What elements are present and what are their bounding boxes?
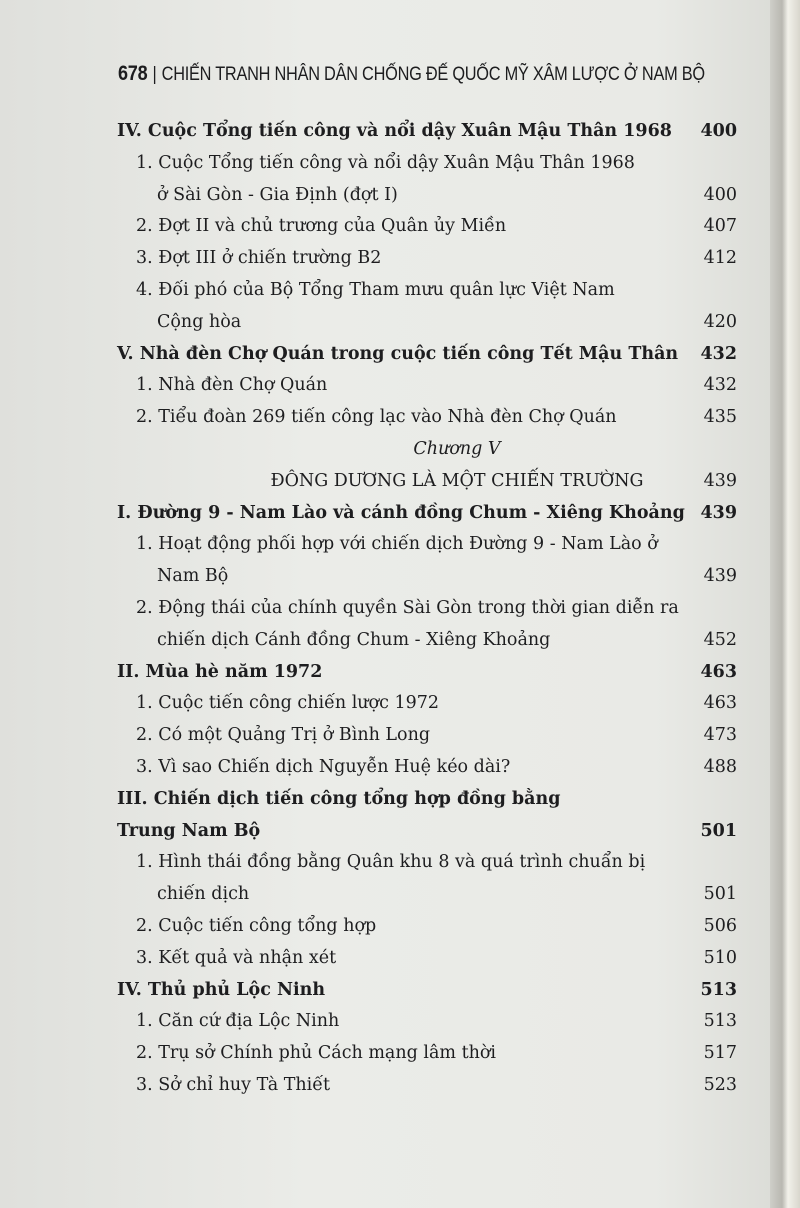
toc-entry-title: ĐÔNG DƯƠNG LÀ MỘT CHIẾN TRƯỜNG xyxy=(270,470,644,491)
toc-entry-title: III. Chiến dịch tiến công tổng hợp đồng bằng xyxy=(117,788,561,809)
toc-page-number: 488 xyxy=(703,756,737,777)
toc-page-number: 439 xyxy=(703,566,737,587)
toc-page-number: 513 xyxy=(703,1011,737,1032)
toc-entry-line xyxy=(117,593,737,625)
toc-entry-line xyxy=(117,943,737,975)
toc-page-number: 432 xyxy=(700,343,737,364)
toc-entry-line xyxy=(117,466,737,498)
toc-entry-title: 3. Sở chỉ huy Tà Thiết xyxy=(136,1074,331,1095)
toc-page-number: 513 xyxy=(700,979,737,1000)
toc-entry-line xyxy=(117,784,737,816)
toc-entry-title: 2. Có một Quảng Trị ở Bình Long xyxy=(136,725,431,746)
toc-page-number: 400 xyxy=(703,184,737,205)
toc-entry-title: 1. Cuộc Tổng tiến công và nổi dậy Xuân Mậu Thân 1968 xyxy=(136,152,635,173)
toc-entry-title: V. Nhà đèn Chợ Quán trong cuộc tiến công Tết Mậu Thân xyxy=(117,343,679,364)
toc-entry xyxy=(117,370,737,402)
toc-entry xyxy=(117,943,737,975)
toc-page-number: 400 xyxy=(700,121,737,141)
toc-entry xyxy=(117,1070,737,1102)
toc-entry-title: 3. Đợt III ở chiến trường B2 xyxy=(136,248,382,269)
toc-entry-line xyxy=(117,1006,737,1038)
toc-entry xyxy=(117,116,737,148)
toc-entry-title: 2. Đợt II và chủ trương của Quân ủy Miền xyxy=(136,216,507,237)
toc-entry-title: Trung Nam Bộ xyxy=(117,820,261,841)
toc-entry xyxy=(117,784,737,848)
toc-entry xyxy=(117,529,737,593)
toc-entry-line xyxy=(117,116,737,148)
toc-entry-line-continued xyxy=(117,180,737,212)
toc-entry-title: 3. Kết quả và nhận xét xyxy=(136,947,337,968)
toc-entry-title: ở Sài Gòn - Gia Định (đợt I) xyxy=(157,184,398,205)
toc-entry-title: 2. Tiểu đoàn 269 tiến công lạc vào Nhà đèn Chợ Quán xyxy=(136,407,617,428)
toc-page-number: 452 xyxy=(703,629,737,650)
toc-entry-line xyxy=(117,657,737,689)
toc-entry xyxy=(117,657,737,689)
toc-entry-line xyxy=(117,211,737,243)
toc-entry-line xyxy=(117,529,737,561)
toc-entry xyxy=(117,720,737,752)
toc-entry-title: 4. Đối phó của Bộ Tổng Tham mưu quân lực Việt Nam xyxy=(136,279,615,300)
toc-entry-line-continued xyxy=(117,561,737,593)
toc-entry-title: 2. Cuộc tiến công tổng hợp xyxy=(136,915,377,936)
toc-entry-line xyxy=(117,1038,737,1070)
toc-entry-title: 1. Nhà đèn Chợ Quán xyxy=(136,375,328,396)
toc-entry xyxy=(117,1006,737,1038)
toc-entry-line xyxy=(117,339,737,371)
toc-entry-title: I. Đường 9 - Nam Lào và cánh đồng Chum - Xiêng Khoảng xyxy=(117,502,685,523)
toc-entry-line xyxy=(117,370,737,402)
toc-entry xyxy=(117,434,737,466)
toc-page-number: 523 xyxy=(703,1074,737,1095)
toc-entry xyxy=(117,688,737,720)
toc-page-number: 510 xyxy=(703,947,737,968)
toc-page-number: 501 xyxy=(700,820,737,841)
toc-entry-line-continued xyxy=(117,879,737,911)
toc-entry-title: Chương V xyxy=(413,438,501,459)
toc-entry xyxy=(117,466,737,498)
toc-entry-line xyxy=(117,688,737,720)
toc-entry-line xyxy=(117,434,737,466)
toc-entry-title: 2. Động thái của chính quyền Sài Gòn trong thời gian diễn ra xyxy=(136,597,679,618)
toc-entry xyxy=(117,402,737,434)
toc-entry-line xyxy=(117,911,737,943)
toc-entry xyxy=(117,148,737,212)
page-number: 678 xyxy=(118,62,148,85)
toc-entry-line xyxy=(117,847,737,879)
toc-entry-line xyxy=(117,498,737,530)
toc-entry xyxy=(117,975,737,1007)
toc-entry xyxy=(117,211,737,243)
toc-entry-line-continued xyxy=(117,816,737,848)
toc-entry-title: IV. Cuộc Tổng tiến công và nổi dậy Xuân Mậu Thân 1968 xyxy=(117,121,672,141)
toc-entry-line-continued xyxy=(117,307,737,339)
toc-entry-line xyxy=(117,720,737,752)
toc-entry-title: 3. Vì sao Chiến dịch Nguyễn Huệ kéo dài? xyxy=(136,756,511,777)
toc-entry xyxy=(117,752,737,784)
toc-entry-line xyxy=(117,975,737,1007)
header-separator: | xyxy=(152,64,157,85)
toc-page-number: 463 xyxy=(703,693,737,714)
toc-entry-title: Cộng hòa xyxy=(157,311,242,332)
toc-entry-title: II. Mùa hè năm 1972 xyxy=(117,661,323,682)
toc-entry-line-continued xyxy=(117,625,737,657)
toc-entry-title: 1. Cuộc tiến công chiến lược 1972 xyxy=(136,693,439,714)
toc-page-number: 463 xyxy=(700,661,737,682)
toc-page-number: 506 xyxy=(703,915,737,936)
toc-entry xyxy=(117,339,737,371)
toc-entry-line xyxy=(117,1070,737,1102)
toc-entry-title: 1. Hoạt động phối hợp với chiến dịch Đường 9 - Nam Lào ở xyxy=(136,534,658,555)
toc-entry-title: 1. Căn cứ địa Lộc Ninh xyxy=(136,1011,340,1032)
toc-entry-title: chiến dịch xyxy=(157,884,250,905)
toc-entry-title: 1. Hình thái đồng bằng Quân khu 8 và quá trình chuẩn bị xyxy=(136,852,646,873)
toc-entry xyxy=(117,243,737,275)
toc-entry-title: 2. Trụ sở Chính phủ Cách mạng lâm thời xyxy=(136,1043,497,1064)
toc-entry xyxy=(117,1038,737,1070)
toc-page-number: 412 xyxy=(703,248,737,269)
toc-page-number: 432 xyxy=(703,375,737,396)
toc-entry-line xyxy=(117,148,737,180)
toc-entry-line xyxy=(117,752,737,784)
toc-entry-title: Nam Bộ xyxy=(157,566,229,587)
toc-entry xyxy=(117,275,737,339)
toc-page-number: 407 xyxy=(703,216,737,237)
toc-entry xyxy=(117,911,737,943)
toc-entry-title: chiến dịch Cánh đồng Chum - Xiêng Khoảng xyxy=(157,629,551,650)
toc-entry-line xyxy=(117,243,737,275)
toc-entry-line xyxy=(117,402,737,434)
toc-entry xyxy=(117,498,737,530)
toc-entry-line xyxy=(117,275,737,307)
toc-page-number: 517 xyxy=(703,1043,737,1064)
toc-page-number: 420 xyxy=(703,311,737,332)
toc-page-number: 473 xyxy=(703,725,737,746)
toc-entry xyxy=(117,847,737,911)
toc-page-number: 439 xyxy=(700,502,737,523)
toc-page-number: 435 xyxy=(703,407,737,428)
running-header xyxy=(118,62,705,86)
toc-entry xyxy=(117,593,737,657)
toc-page-number: 439 xyxy=(703,470,737,491)
table-of-contents xyxy=(117,116,737,1102)
toc-entry-title: IV. Thủ phủ Lộc Ninh xyxy=(117,979,326,1000)
book-page-edge xyxy=(770,0,800,1208)
book-title: CHIẾN TRANH NHÂN DÂN CHỐNG ĐẾ QUỐC MỸ XÂM LƯỢC Ở NAM BỘ xyxy=(161,64,705,85)
toc-page-number: 501 xyxy=(703,884,737,905)
